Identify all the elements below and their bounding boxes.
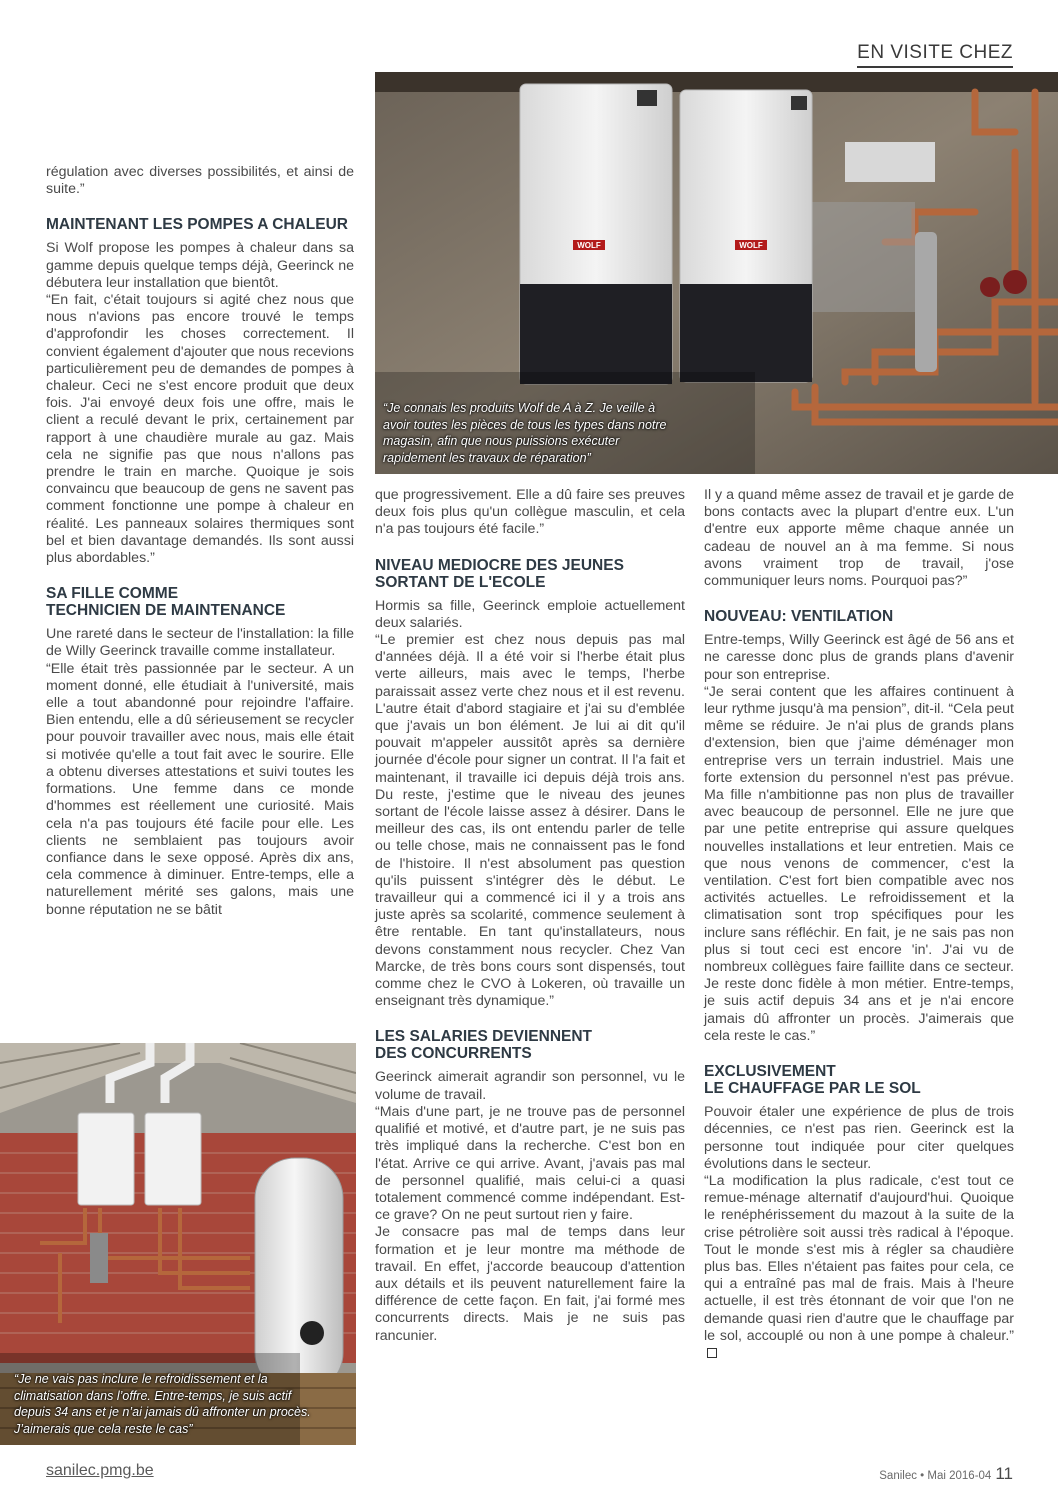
paragraph: “Mais d'une part, je ne trouve pas de personnel qualifié et motivé, et d'autre part, je ne suis pas très impliqué dans la recherche. C'est bon en l'état. Arrive ce qui arrive. Avant, j'avais pas mal de personnel qualifié, mais celui-ci a quasi totalement commencé comme indépendant. Est-ce grave? On ne peut surtout rien y faire.	[375, 1103, 685, 1224]
section-heading	[704, 1063, 1014, 1097]
heading-line: LES SALARIES DEVIENNENT	[375, 1028, 593, 1046]
paragraph: “En fait, c'était toujours si agité chez nous que nous n'avions pas encore trouvé le temps d'approfondir les choses correctement. Il convient également d'ajouter que nous recevions particulièrement peu de demandes de pompes à chaleur. Ceci ne s'est encore produit que deux fois. J'ai envoyé deux fois une offre, mais le client a reculé devant le prix, certainement par rapport à une chaudière murale au gaz. Mais cela ne signifie pas que nous n'allons pas prendre le train en marche. Quoique je sois convaincu que beaucoup de gens ne savent pas comment fonctionne une pompe à chaleur en réalité. Les panneaux solaires thermiques sont bel et bien davantage demandés. Ils sont aussi plus abordables.”	[46, 292, 354, 567]
brand-logo: WOLF	[739, 241, 763, 250]
heading-line: EXCLUSIVEMENT	[704, 1063, 836, 1081]
page-number: 11	[995, 1464, 1013, 1483]
paragraph: “Elle était très passionnée par le secteur. A un moment donné, elle étudiait à l'université, mais elle a tout abandonné pour rejoindre l'affaire. Bien entendu, elle a dû sérieusement se recycler pour pouvoir travailler avec nous, mais elle était si motivée qu'elle a tout fait avec le sourire. Elle a obtenu diverses attestations et suivi toutes les formations. Une femme dans ce monde d'hommes est réellement une curiosité. Mais cela n'a pas toujours été facile pour elle. Les clients ne semblaient pas toujours avoir confiance dans le sexe opposé. Après dix ans, cela commence à diminuer. Entre-temps, elle a naturellement mérité ses galons, mais une bonne réputation ne se bâtit	[46, 660, 354, 918]
paragraph-text: “La modification la plus radicale, c'est tout ce remue-ménage alternatif d'aujourd'hui. Quoique le renéphérissement du mazout à la suite de la crise pétrolière soit aussi très radical à l'époque. Tout le monde s'est mis à régler sa chaudière plus bas. Elles n'étaient pas faites pour cela, ce qui a entraîné pas mal de frais. Mais à l'heure actuelle, il est très étonnant de voir que l'on ne demande quasi rien d'autre que le chauffage par le sol, accouplé ou non à une pompe à chaleur.”	[704, 1172, 1014, 1344]
paragraph: “Le premier est chez nous depuis pas mal d'années déjà. Il a été voir si l'herbe était plus verte ailleurs, mais avec le temps, l'herbe paraissait assez verte chez nous et il est revenu. L'autre était d'abord stagiaire et j'ai su d'emblée que j'avais un bon élément. Je lui ai dit qu'il pouvait m'appeler aussitôt après sa dernière journée d'école pour signer un contrat. Il l'a fait et maintenant, il travaille ici depuis déjà trois ans. Du reste, j'estime que le niveau des jeunes sortant de l'école laisse assez à désirer. Dans le meilleur des cas, ils ont entendu parler de telle ou telle chose, mais ne connaissent pas le fond de l'histoire. Il n'est absolument pas question qu'ils puissent s'intégrer dès le début. Le travailleur qui a commencé ici il y a trois ans juste après sa scolarité, commence seulement à être rentable. En tant qu'installateurs, nous devons constamment nous recycler. Chez Van Marcke, de très bons cours sont dispensés, tout comme chez le CVO à Lokeren, où travaille un enseignant très dynamique.”	[375, 632, 685, 1010]
paragraph: Hormis sa fille, Geerinck emploie actuellement deux salariés.	[375, 597, 685, 631]
paragraph: Pouvoir étaler une expérience de plus de trois décennies, ce n'est pas rien. Geerinck est la personne tout indiquée pour citer quelques évolutions dans le secteur.	[704, 1104, 1014, 1172]
heading-line: DES CONCURRENTS	[375, 1045, 532, 1063]
heading-line: TECHNICIEN DE MAINTENANCE	[46, 602, 286, 620]
issue-label: Sanilec • Mai 2016-04	[879, 1470, 992, 1482]
website-link[interactable]: sanilec.pmg.be	[46, 1462, 154, 1479]
brand-logo: WOLF	[577, 241, 601, 250]
article-column-3	[704, 487, 1014, 1362]
paragraph: que progressivement. Elle a dû faire ses preuves deux fois plus qu'un collègue masculin, et cela n'a pas toujours été facile.”	[375, 487, 685, 538]
heading-line: SA FILLE COMME	[46, 585, 179, 603]
end-mark-icon	[707, 1348, 717, 1358]
photo-caption: “Je connais les produits Wolf de A à Z. Je veille à avoir toutes les pièces de tous les types dans notre magasin, afin que nous puissions exécuter rapidement les travaux de réparation”	[383, 401, 667, 465]
section-heading: MAINTENANT LES POMPES A CHALEUR	[46, 216, 348, 234]
paragraph: Si Wolf propose les pompes à chaleur dans sa gamme depuis quelque temps déjà, Geerinck ne débutera leur installation que bientôt.	[46, 240, 354, 291]
paragraph: régulation avec diverses possibilités, et ainsi de suite.”	[46, 164, 354, 198]
paragraph: Il y a quand même assez de travail et je garde de bons contacts avec la plupart d'entre eux. L'un d'entre eux apporte même chaque année un cadeau de nouvel an à ma femme. Si nous avons vraiment trop de travail, j'ose communiquer leurs noms. Pourquoi pas?”	[704, 487, 1014, 590]
paragraph: Je consacre pas mal de temps dans leur formation et je leur montre ma méthode de travail. En effet, j'accorde beaucoup d'attention aux détails et ils peuvent naturellement faire la différence de cette façon. En fait, j'ai formé mes concurrents directs. Mais je ne suis pas rancunier.	[375, 1224, 685, 1344]
paragraph	[704, 1173, 1014, 1362]
section-heading: NOUVEAU: VENTILATION	[704, 608, 894, 626]
article-column-2	[375, 487, 685, 1345]
article-column-1	[46, 164, 354, 919]
heading-line: LE CHAUFFAGE PAR LE SOL	[704, 1080, 921, 1098]
section-heading	[375, 1028, 685, 1062]
section-heading	[375, 557, 685, 591]
photo-attic-installation	[0, 1043, 356, 1445]
paragraph: Une rareté dans le secteur de l'installation: la fille de Willy Geerinck travaille comme installateur.	[46, 626, 354, 660]
paragraph: Geerinck aimerait agrandir son personnel, vu le volume de travail.	[375, 1069, 685, 1103]
heading-line: NIVEAU MEDIOCRE DES JEUNES	[375, 556, 624, 574]
paragraph: Entre-temps, Willy Geerinck est âgé de 56 ans et ne caresse donc plus de grands plans d'avenir pour son entreprise.	[704, 632, 1014, 683]
photo-boilers-wall	[375, 72, 1058, 474]
page-footer	[879, 1464, 1013, 1484]
section-heading	[46, 585, 354, 619]
section-title: EN VISITE CHEZ	[857, 42, 1013, 68]
photo-caption: “Je ne vais pas inclure le refroidissement et la climatisation dans l’offre. Entre-temps, je suis actif depuis 34 ans et je n’ai jamais dû affronter un procès. J’aimerais que cela reste le cas”	[14, 1372, 311, 1436]
paragraph: “Je serai content que les affaires continuent à leur rythme jusqu'à ma pension”, dit-il. “Cela peut même se réduire. Je n'ai plus de grands plans d'extension, bien que j'aime déménager mon entreprise vers un terrain industriel. Mais une forte extension du personnel n'est pas prévue. Ma fille n'ambitionne pas non plus de travailler avec beaucoup de personnel. Elle ne jure que par une petite entreprise qui assure quelques nouvelles installations et leur entretien. Mais ce que nous venons de commencer, c'est la ventilation. C'est fort bien compatible avec nos activités actuelles. Le refroidissement et la climatisation sont trop spécifiques pour les inclure sans réfléchir. En fait, je ne sais pas non plus si tout ceci est encore 'in'. J'ai vu de nombreux collègues faire faillite dans ce secteur. Je reste donc fidèle à mon métier. Entre-temps, je suis actif depuis 34 ans et je n'ai encore jamais dû affronter un procès. J'aimerais que cela reste le cas.”	[704, 683, 1014, 1044]
heading-line: SORTANT DE L'ECOLE	[375, 573, 546, 591]
